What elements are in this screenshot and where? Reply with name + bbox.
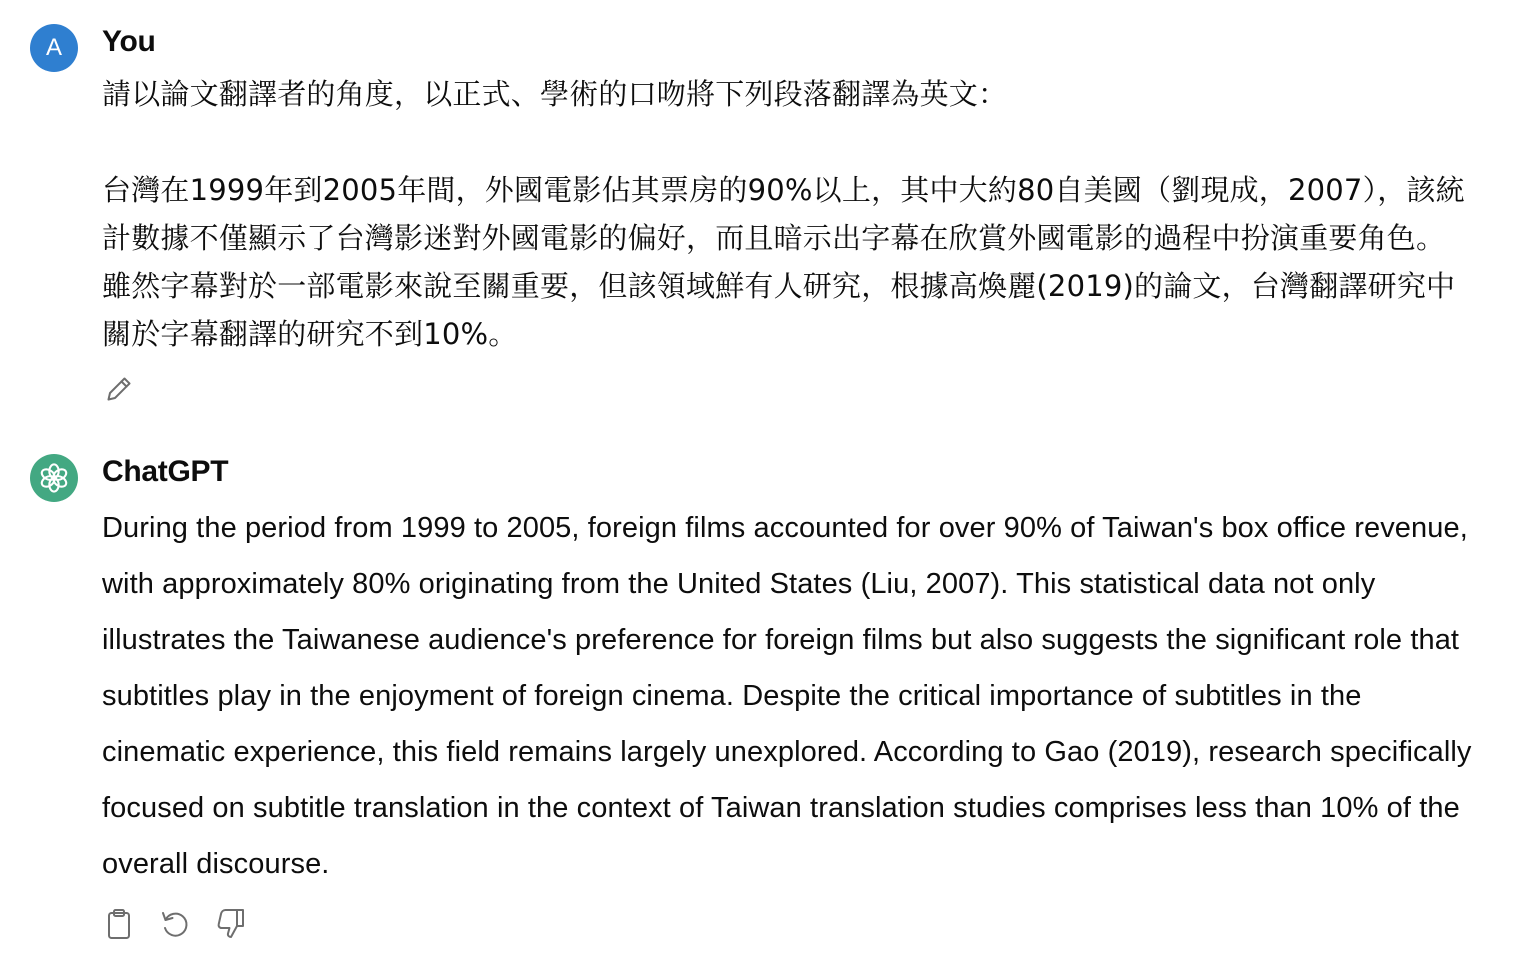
user-author-name: You <box>102 25 156 58</box>
regenerate-icon <box>158 907 192 941</box>
user-paragraph: 台灣在1999年到2005年間，外國電影佔其票房的90%以上，其中大約80自美國（劉現成，2007），該統計數據不僅顯示了台灣影迷對外國電影的偏好，而且暗示出字幕在欣賞外國電影的過程中扮演重要角色。雖然字幕對於一部電影來說至關重要，但該領域鮮有人研究，根據高煥麗(2019)的論文，台灣翻譯研究中關於字幕翻譯的研究不到10%。 <box>102 173 1465 351</box>
openai-logo-icon <box>37 461 71 495</box>
thumbs-down-icon <box>214 906 248 942</box>
avatar-letter: A <box>45 34 62 61</box>
user-message-text <box>102 70 1472 358</box>
assistant-avatar <box>30 454 78 502</box>
assistant-paragraph: During the period from 1999 to 2005, foreign films accounted for over 90% of Taiwan's box office revenue, with approximately 80% originating from the United States (Liu, 2007). This statistical data not only illustrates the Taiwanese audience's preference for foreign films but also suggests the significant role that subtitles play in the enjoyment of foreign cinema. Despite the critical importance of subtitles in the cinematic experience, this field remains largely unexplored. According to Gao (2019), research specifically focused on subtitle translation in the context of Taiwan translation studies comprises less than 10% of the overall discourse. <box>102 512 1472 880</box>
copy-button[interactable] <box>102 906 136 942</box>
assistant-message-text <box>102 500 1472 892</box>
pencil-icon <box>103 373 135 405</box>
assistant-author-name: ChatGPT <box>102 455 229 488</box>
clipboard-icon <box>103 907 135 941</box>
regenerate-button[interactable] <box>158 906 192 942</box>
thumbs-down-button[interactable] <box>214 906 248 942</box>
user-paragraph: 請以論文翻譯者的角度，以正式、學術的口吻將下列段落翻譯為英文： <box>102 77 1008 111</box>
user-avatar <box>30 24 78 72</box>
edit-message-button[interactable] <box>102 372 136 406</box>
assistant-actions <box>102 906 248 942</box>
